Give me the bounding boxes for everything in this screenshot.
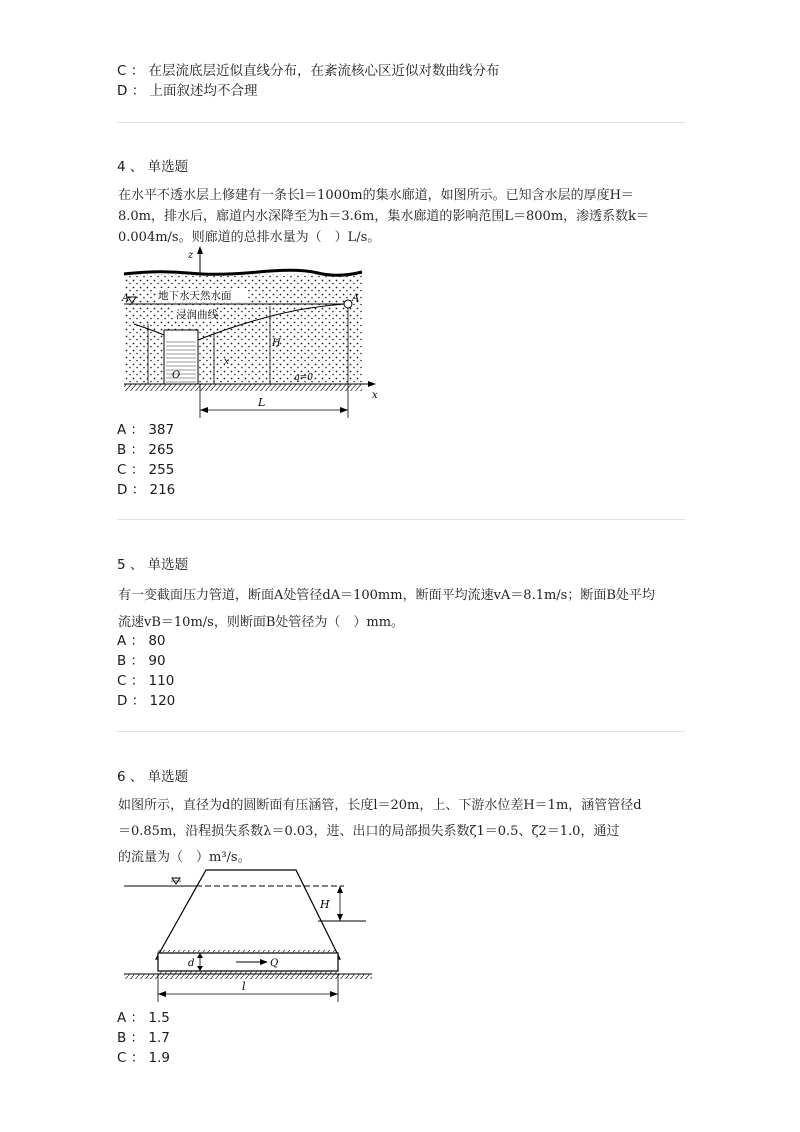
question-stem-line: 8.0m，排水后，廊道内水深降至为h＝3.6m，集水廊道的影响范围L＝800m，渗透系数k＝	[118, 209, 650, 224]
question-header: 6 、 单选题	[117, 769, 189, 785]
label-d: d	[188, 958, 195, 969]
option-letter: D	[117, 482, 128, 498]
question-stem-line: ＝0.85m，沿程损失系数λ＝0.03，进、出口的局部损失系数ζ1＝0.5、ζ2＝1.0，通过	[118, 824, 620, 839]
option-letter: C	[117, 1050, 127, 1066]
axis-x-label: x	[372, 390, 378, 401]
label-origin: O	[172, 370, 181, 381]
option-c[interactable]: C ： 255	[117, 462, 175, 478]
option-text: 216	[149, 482, 176, 498]
question-stem-line: 0.004m/s。则廊道的总排水量为（ ）L/s。	[118, 230, 381, 245]
option-c[interactable]: C ： 1.9	[117, 1050, 171, 1066]
option-b[interactable]: B ： 265	[117, 442, 175, 458]
question-header: 5 、 单选题	[117, 557, 189, 573]
option-letter: C	[117, 63, 127, 79]
label-H: H	[320, 898, 330, 911]
label-natural-surface: 地下水天然水面	[158, 290, 232, 302]
label-L: L	[258, 396, 266, 409]
option-text: 255	[148, 462, 175, 478]
option-letter: D	[117, 693, 128, 709]
question-stem-line: 在水平不透水层上修建有一条长l＝1000m的集水廊道，如图所示。已知含水层的厚度H＝	[118, 188, 634, 203]
gallery-drainage-figure	[118, 244, 398, 428]
option-letter: A	[117, 1010, 127, 1026]
label-x-small: x	[224, 357, 230, 367]
option-c[interactable]: C ： 110	[117, 673, 175, 689]
option-text: 80	[148, 633, 166, 649]
option-text: 265	[148, 442, 175, 458]
culvert-figure	[118, 862, 388, 1010]
label-q-zero: q=0	[294, 373, 314, 383]
option-c[interactable]: C ： 在层流底层近似直线分布，在紊流核心区近似对数曲线分布	[117, 63, 500, 79]
option-d[interactable]: D ： 216	[117, 482, 176, 498]
option-text: 在层流底层近似直线分布，在紊流核心区近似对数曲线分布	[148, 63, 500, 79]
option-letter: C	[117, 462, 127, 478]
label-l: l	[242, 980, 246, 993]
question-stem-line: 如图所示，直径为d的圆断面有压涵管，长度l＝20m，上、下游水位差H＝1m，涵管管径d	[118, 798, 642, 813]
label-a-right: A	[352, 293, 360, 304]
option-letter: A	[117, 633, 127, 649]
option-b[interactable]: B ： 90	[117, 653, 166, 669]
option-d[interactable]: D ： 上面叙述均不合理	[117, 83, 258, 99]
question-stem-line: 的流量为（ ）m³/s。	[118, 850, 251, 865]
label-Q: Q	[270, 958, 279, 969]
option-text: 120	[149, 693, 176, 709]
option-b[interactable]: B ： 1.7	[117, 1030, 170, 1046]
option-letter: C	[117, 673, 127, 689]
question-stem-line: 流速vB＝10m/s，则断面B处管径为（ ）mm。	[118, 615, 405, 630]
divider	[117, 122, 685, 123]
option-letter: B	[117, 653, 127, 669]
label-h-upper: H	[272, 338, 281, 349]
axis-z-label: z	[188, 250, 194, 261]
option-text: 1.9	[148, 1050, 171, 1066]
option-letter: D	[117, 83, 128, 99]
option-d[interactable]: D ： 120	[117, 693, 176, 709]
question-header: 4 、 单选题	[117, 159, 189, 175]
option-letter: B	[117, 1030, 127, 1046]
label-a-left: A	[122, 293, 130, 304]
divider	[117, 519, 685, 520]
option-text: 上面叙述均不合理	[149, 83, 258, 99]
option-a[interactable]: A ： 387	[117, 422, 175, 438]
option-text: 90	[148, 653, 166, 669]
label-seepage-curve: 浸润曲线	[176, 309, 218, 321]
divider	[117, 731, 685, 732]
option-text: 387	[148, 422, 175, 438]
option-text: 110	[148, 673, 175, 689]
option-text: 1.5	[148, 1010, 170, 1026]
option-letter: A	[117, 422, 127, 438]
option-text: 1.7	[148, 1030, 170, 1046]
option-a[interactable]: A ： 1.5	[117, 1010, 170, 1026]
question-stem-line: 有一变截面压力管道，断面A处管径dA＝100mm，断面平均流速vA＝8.1m/s；断面B处平均	[118, 588, 655, 603]
option-a[interactable]: A ： 80	[117, 633, 166, 649]
option-letter: B	[117, 442, 127, 458]
